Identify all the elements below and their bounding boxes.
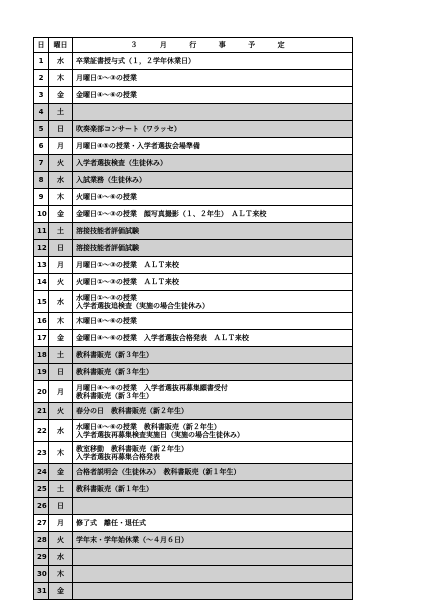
weekday-cell: 金 (49, 206, 73, 223)
weekday-cell: 日 (49, 240, 73, 257)
table-row (34, 189, 353, 206)
header-row (34, 38, 353, 53)
header-day: 日 (34, 38, 49, 53)
day-cell: 29 (34, 549, 49, 566)
weekday-cell: 月 (49, 138, 73, 155)
day-cell: 21 (34, 403, 49, 420)
day-cell: 15 (34, 291, 49, 313)
weekday-cell: 水 (49, 549, 73, 566)
weekday-cell: 木 (49, 70, 73, 87)
weekday-cell: 木 (49, 566, 73, 583)
schedule-table (33, 37, 353, 600)
event-cell: 卒業証書授与式（１，２学年休業日） (73, 53, 353, 70)
weekday-cell: 火 (49, 274, 73, 291)
event-cell (73, 583, 353, 600)
day-cell: 24 (34, 464, 49, 481)
day-cell: 30 (34, 566, 49, 583)
table-row (34, 240, 353, 257)
table-row (34, 206, 353, 223)
day-cell: 27 (34, 515, 49, 532)
weekday-cell: 水 (49, 53, 73, 70)
event-cell: 金曜日④～⑥の授業 入学者選抜合格発表 ＡＬＴ来校 (73, 330, 353, 347)
day-cell: 7 (34, 155, 49, 172)
weekday-cell: 日 (49, 121, 73, 138)
event-cell: 火曜日①～③の授業 ＡＬＴ来校 (73, 274, 353, 291)
weekday-cell: 金 (49, 330, 73, 347)
table-row (34, 223, 353, 240)
weekday-cell: 土 (49, 347, 73, 364)
weekday-cell: 金 (49, 583, 73, 600)
event-cell: 溶接技能者評価試験 (73, 240, 353, 257)
table-row (34, 274, 353, 291)
weekday-cell: 土 (49, 223, 73, 240)
event-cell: 月曜日①～③の授業 (73, 70, 353, 87)
day-cell: 3 (34, 87, 49, 104)
event-cell: 溶接技能者評価試験 (73, 223, 353, 240)
day-cell: 5 (34, 121, 49, 138)
table-row (34, 583, 353, 600)
header-weekday: 曜日 (49, 38, 73, 53)
table-row (34, 420, 353, 442)
event-cell (73, 566, 353, 583)
event-cell: 水曜日④～⑥の授業 教科書販売（新２年生） 入学者選抜再募集検査実施日（実施の場合生徒休み） (73, 420, 353, 442)
event-cell: 木曜日④～⑥の授業 (73, 313, 353, 330)
weekday-cell: 日 (49, 364, 73, 381)
table-row (34, 70, 353, 87)
event-cell: 春分の日 教科書販売（新２年生） (73, 403, 353, 420)
event-cell: 火曜日④～⑥の授業 (73, 189, 353, 206)
event-cell: 教科書販売（新３年生） (73, 347, 353, 364)
event-cell: 月曜日①～③の授業 ＡＬＴ来校 (73, 257, 353, 274)
table-row (34, 291, 353, 313)
weekday-cell: 火 (49, 155, 73, 172)
table-row (34, 498, 353, 515)
table-row (34, 532, 353, 549)
event-cell (73, 498, 353, 515)
day-cell: 2 (34, 70, 49, 87)
day-cell: 6 (34, 138, 49, 155)
table-row (34, 121, 353, 138)
weekday-cell: 火 (49, 403, 73, 420)
table-row (34, 403, 353, 420)
table-row (34, 257, 353, 274)
weekday-cell: 水 (49, 420, 73, 442)
event-cell: 水曜日①～③の授業 入学者選抜追検査（実施の場合生徒休み） (73, 291, 353, 313)
day-cell: 11 (34, 223, 49, 240)
event-cell: 教室移動 教科書販売（新２年生） 入学者選抜再募集合格発表 (73, 442, 353, 464)
weekday-cell: 水 (49, 291, 73, 313)
weekday-cell: 水 (49, 172, 73, 189)
day-cell: 18 (34, 347, 49, 364)
table-row (34, 330, 353, 347)
weekday-cell: 木 (49, 313, 73, 330)
day-cell: 19 (34, 364, 49, 381)
day-cell: 22 (34, 420, 49, 442)
table-row (34, 549, 353, 566)
event-cell: 入試業務（生徒休み） (73, 172, 353, 189)
day-cell: 1 (34, 53, 49, 70)
weekday-cell: 土 (49, 104, 73, 121)
weekday-cell: 木 (49, 442, 73, 464)
table-row (34, 53, 353, 70)
weekday-cell: 日 (49, 498, 73, 515)
table-row (34, 347, 353, 364)
day-cell: 31 (34, 583, 49, 600)
table-row (34, 364, 353, 381)
table-row (34, 104, 353, 121)
table-row (34, 464, 353, 481)
event-cell: 吹奏楽部コンサート（ワラッセ） (73, 121, 353, 138)
day-cell: 14 (34, 274, 49, 291)
event-cell: 教科書販売（新１年生） (73, 481, 353, 498)
day-cell: 8 (34, 172, 49, 189)
weekday-cell: 金 (49, 87, 73, 104)
weekday-cell: 月 (49, 257, 73, 274)
day-cell: 4 (34, 104, 49, 121)
event-cell: 入学者選抜検査（生徒休み） (73, 155, 353, 172)
weekday-cell: 金 (49, 464, 73, 481)
table-row (34, 87, 353, 104)
table-row (34, 381, 353, 403)
day-cell: 13 (34, 257, 49, 274)
table-row (34, 442, 353, 464)
table-row (34, 138, 353, 155)
day-cell: 9 (34, 189, 49, 206)
event-cell: 教科書販売（新３年生） (73, 364, 353, 381)
day-cell: 17 (34, 330, 49, 347)
event-cell (73, 549, 353, 566)
table-row (34, 566, 353, 583)
weekday-cell: 火 (49, 532, 73, 549)
weekday-cell: 月 (49, 515, 73, 532)
table-row (34, 155, 353, 172)
day-cell: 16 (34, 313, 49, 330)
schedule-rows (34, 53, 353, 600)
weekday-cell: 土 (49, 481, 73, 498)
day-cell: 26 (34, 498, 49, 515)
event-cell: 学年末・学年始休業（～４月６日） (73, 532, 353, 549)
table-row (34, 172, 353, 189)
day-cell: 23 (34, 442, 49, 464)
day-cell: 12 (34, 240, 49, 257)
event-cell: 月曜日④～⑥の授業 入学者選抜再募集願書受付 教科書販売（新３年生） (73, 381, 353, 403)
day-cell: 28 (34, 532, 49, 549)
event-cell: 合格者説明会（生徒休み） 教科書販売（新１年生） (73, 464, 353, 481)
table-row (34, 515, 353, 532)
day-cell: 10 (34, 206, 49, 223)
event-cell: 修了式 離任・退任式 (73, 515, 353, 532)
weekday-cell: 月 (49, 381, 73, 403)
event-cell: 金曜日①～③の授業 顔写真撮影（１、２年生） ＡＬＴ来校 (73, 206, 353, 223)
table-row (34, 481, 353, 498)
day-cell: 25 (34, 481, 49, 498)
day-cell: 20 (34, 381, 49, 403)
weekday-cell: 木 (49, 189, 73, 206)
table-row (34, 313, 353, 330)
event-cell: 月曜日④⑤の授業・入学者選抜会場準備 (73, 138, 353, 155)
event-cell: 金曜日④～⑥の授業 (73, 87, 353, 104)
event-cell (73, 104, 353, 121)
page-title: ３ 月 行 事 予 定 (73, 38, 353, 53)
